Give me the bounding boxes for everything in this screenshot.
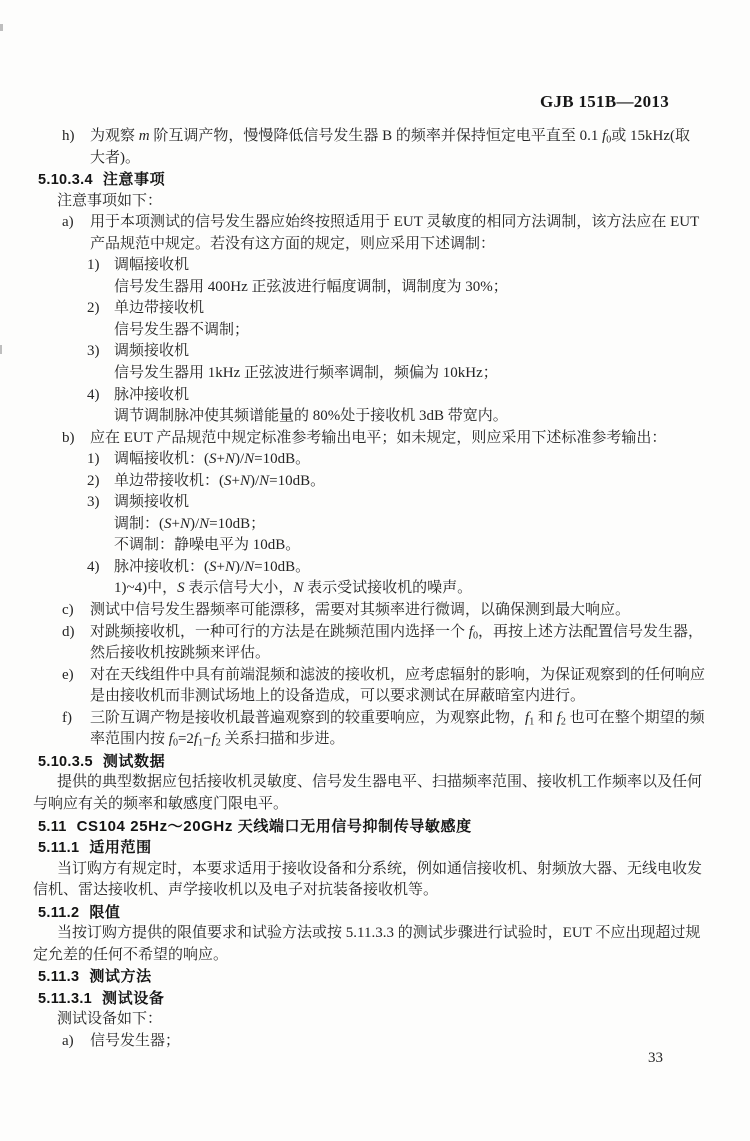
- text-run: 信号发生器不调制；: [114, 321, 250, 338]
- section-number: 5.11.3.1: [38, 990, 93, 1007]
- section-number: 5.11.3: [38, 969, 80, 986]
- text-run: =10dB。: [254, 558, 311, 575]
- text-run: +: [171, 515, 180, 532]
- text-line: [0, 363, 750, 385]
- list-item-label: d): [62, 623, 75, 640]
- text-run: 产品规范中规定。若没有这方面的规定，则应采用下述调制：: [90, 235, 496, 252]
- section-title: CS104 25Hz～20GHz 天线端口无用信号抑制传导敏感度: [76, 817, 472, 835]
- text-line: [0, 686, 750, 708]
- text-run: N: [293, 580, 304, 597]
- text-run: 测试设备如下：: [57, 1011, 163, 1028]
- list-item-label: 1): [87, 451, 100, 468]
- list-item-label: f): [62, 709, 72, 726]
- text-line: [0, 492, 750, 514]
- text-run: N: [224, 558, 235, 575]
- section-heading: [0, 751, 750, 773]
- text-run: N: [199, 515, 210, 532]
- text-line: [0, 277, 750, 299]
- text-run: 1: [198, 737, 204, 749]
- text-line: [0, 880, 750, 902]
- text-run: 0: [606, 134, 612, 146]
- list-item-label: c): [62, 602, 74, 619]
- text-line: [0, 341, 750, 363]
- text-run: N: [179, 515, 190, 532]
- text-run: 关系扫描和步进。: [220, 731, 345, 748]
- section-title: 测试数据: [102, 752, 166, 770]
- text-line: [0, 729, 750, 751]
- text-run: =10dB；: [209, 515, 266, 532]
- text-run: =10dB。: [269, 472, 326, 489]
- text-run: 信号发生器用 1kHz 正弦波进行频率调制，频偏为 10kHz；: [114, 365, 498, 382]
- text-line: [0, 643, 750, 665]
- text-line: [0, 212, 750, 234]
- section-heading: [0, 988, 750, 1010]
- section-heading: [0, 169, 750, 191]
- list-item-label: a): [62, 214, 74, 231]
- text-run: =2: [177, 731, 194, 748]
- text-line: [0, 535, 750, 557]
- section-heading: [0, 966, 750, 988]
- text-run: +: [216, 558, 225, 575]
- text-run: 调频接收机: [114, 343, 190, 360]
- section-number: 5.10.3.5: [38, 753, 93, 770]
- text-run: 调幅接收机：(: [114, 451, 209, 468]
- text-run: 应在 EUT 产品规范中规定标准参考输出电平；如未规定，则应采用下述标准参考输出：: [90, 429, 667, 446]
- section-heading: [0, 816, 750, 838]
- section-title: 测试设备: [102, 989, 165, 1007]
- text-line: [0, 945, 750, 967]
- text-run: S: [209, 451, 217, 468]
- text-run: ，再按上述方法配置信号发生器，: [477, 623, 703, 640]
- text-run: 表示信号大小，: [184, 580, 294, 597]
- list-item-label: 2): [87, 300, 100, 317]
- text-line: [0, 557, 750, 579]
- text-run: 对跳频接收机，一种可行的方法是在跳频范围内选择一个: [90, 623, 469, 640]
- text-run: 信号发生器；: [90, 1032, 181, 1049]
- section-number: 5.11.1: [38, 840, 80, 857]
- text-run: )/: [234, 451, 245, 468]
- text-line: [0, 665, 750, 687]
- text-run: 1: [529, 716, 535, 728]
- scan-artifact: [0, 24, 3, 31]
- text-line: [0, 320, 750, 342]
- text-line: [0, 514, 750, 536]
- text-line: [0, 859, 750, 881]
- text-run: 测试中信号发生器频率可能漂移，需要对其频率进行微调，以确保测到最大响应。: [90, 602, 631, 619]
- text-run: f: [556, 709, 561, 726]
- text-run: 单边带接收机: [114, 300, 205, 317]
- section-title: 注意事项: [102, 171, 166, 189]
- text-line: [0, 255, 750, 277]
- text-run: N: [244, 558, 255, 575]
- text-run: 0: [472, 630, 478, 642]
- text-run: )/: [249, 472, 260, 489]
- text-line: [0, 923, 750, 945]
- text-line: [0, 406, 750, 428]
- text-run: 信机、雷达接收机、声学接收机以及电子对抗装备接收机等。: [33, 882, 439, 899]
- text-run: 定允差的任何不希望的响应。: [33, 946, 229, 963]
- document-header-standard-number: GJB 151B—2013: [539, 92, 669, 111]
- list-item-label: 4): [87, 386, 100, 403]
- text-run: f: [168, 731, 173, 748]
- text-run: 或 15kHz(取: [611, 128, 691, 144]
- section-title: 适用范围: [89, 839, 152, 857]
- list-item-label: 2): [87, 472, 100, 489]
- section-title: 测试方法: [89, 968, 152, 986]
- list-item-label: a): [62, 1032, 74, 1049]
- text-run: 2: [560, 716, 566, 728]
- text-run: f: [211, 731, 216, 748]
- text-run: N: [244, 451, 255, 468]
- text-run: )/: [189, 515, 200, 532]
- text-run: +: [231, 472, 240, 489]
- text-run: 也可在整个期望的频: [565, 709, 705, 726]
- text-line: [0, 148, 750, 170]
- text-run: f: [602, 128, 607, 144]
- text-run: N: [224, 451, 235, 468]
- text-run: f: [468, 623, 473, 640]
- list-item-label: 4): [87, 558, 100, 575]
- section-number: 5.11: [38, 818, 67, 835]
- text-run: )/: [234, 558, 245, 575]
- text-line: [0, 708, 750, 730]
- text-run: 对在天线组件中具有前端混频和滤波的接收机，应考虑辐射的影响，为保证观察到的任何响应: [90, 666, 706, 683]
- text-run: 表示受试接收机的噪声。: [303, 580, 473, 597]
- list-item-label: 3): [87, 343, 100, 360]
- page-number: 33: [648, 1050, 663, 1066]
- text-run: m: [138, 128, 150, 144]
- text-run: 为观察: [90, 128, 139, 144]
- text-line: [0, 600, 750, 622]
- text-run: 与响应有关的频率和敏感度门限电平。: [33, 795, 289, 812]
- text-run: 调制：(: [114, 515, 164, 532]
- text-run: 和: [534, 709, 557, 726]
- list-item-label: 3): [87, 494, 100, 511]
- text-run: f: [525, 709, 530, 726]
- page-body: [0, 126, 750, 1053]
- text-line: [0, 1009, 750, 1031]
- text-line: [0, 428, 750, 450]
- text-line: [0, 234, 750, 256]
- text-run: 1)~4)中，: [114, 580, 178, 597]
- text-line: [0, 622, 750, 644]
- text-run: 调频接收机: [114, 494, 190, 511]
- text-run: 不调制：静噪电平为 10dB。: [114, 537, 301, 554]
- text-run: S: [177, 580, 185, 597]
- text-run: 阶互调产物，慢慢降低信号发生器 B 的频率并保持恒定电平直至 0.1: [149, 128, 603, 144]
- text-line: [0, 126, 750, 148]
- text-run: 信号发生器用 400Hz 正弦波进行幅度调制，调制度为 30%；: [114, 278, 508, 295]
- section-heading: [0, 902, 750, 924]
- section-number: 5.10.3.4: [38, 172, 93, 189]
- text-run: 是由接收机而非测试场地上的设备造成，可以要求测试在屏蔽暗室内进行。: [90, 688, 586, 705]
- section-heading: [0, 837, 750, 859]
- text-run: 调幅接收机: [114, 257, 190, 274]
- text-run: 注意事项如下：: [57, 192, 163, 209]
- text-run: =10dB。: [254, 451, 311, 468]
- text-run: N: [239, 472, 250, 489]
- text-run: +: [216, 451, 225, 468]
- text-line: [0, 298, 750, 320]
- list-item-label: b): [62, 429, 75, 446]
- text-run: 当订购方有规定时，本要求适用于接收设备和分系统，例如通信接收机、射频放大器、无线电收发: [57, 860, 703, 877]
- section-number: 5.11.2: [38, 904, 80, 921]
- text-run: S: [164, 515, 172, 532]
- text-run: 提供的典型数据应包括接收机灵敏度、信号发生器电平、扫描频率范围、接收机工作频率以及任何: [57, 774, 703, 791]
- text-run: 调节调制脉冲使其频谱能量的 80%处于接收机 3dB 带宽内。: [114, 408, 508, 425]
- list-item-label: e): [62, 666, 74, 683]
- text-run: 用于本项测试的信号发生器应始终按照适用于 EUT 灵敏度的相同方法调制，该方法应在 EUT: [90, 214, 700, 231]
- text-line: [0, 191, 750, 213]
- text-run: 0: [172, 737, 178, 749]
- text-run: N: [259, 472, 270, 489]
- text-line: [0, 794, 750, 816]
- text-run: f: [193, 731, 199, 748]
- text-run: 当按订购方提供的限值要求和试验方法或按 5.11.3.3 的测试步骤进行试验时，EUT 不应出现超过规: [57, 925, 701, 942]
- list-item-label: h): [62, 128, 75, 144]
- text-run: 大者)。: [90, 149, 140, 166]
- text-line: [0, 1031, 750, 1053]
- section-title: 限值: [89, 903, 121, 921]
- text-line: [0, 449, 750, 471]
- text-run: 脉冲接收机：(: [114, 558, 209, 575]
- text-line: [0, 471, 750, 493]
- text-run: 2: [215, 737, 221, 749]
- list-item-label: 1): [87, 257, 100, 274]
- text-run: −: [203, 731, 212, 748]
- text-line: [0, 578, 750, 600]
- text-run: S: [209, 558, 217, 575]
- text-run: 然后接收机按跳频来评估。: [90, 645, 271, 662]
- text-line: [0, 385, 750, 407]
- text-run: S: [224, 472, 232, 489]
- text-line: [0, 772, 750, 794]
- text-run: 脉冲接收机: [114, 386, 190, 403]
- text-run: 单边带接收机：(: [114, 472, 224, 489]
- text-run: 率范围内按: [90, 731, 169, 748]
- text-run: 三阶互调产物是接收机最普遍观察到的较重要响应，为观察此物，: [90, 709, 526, 726]
